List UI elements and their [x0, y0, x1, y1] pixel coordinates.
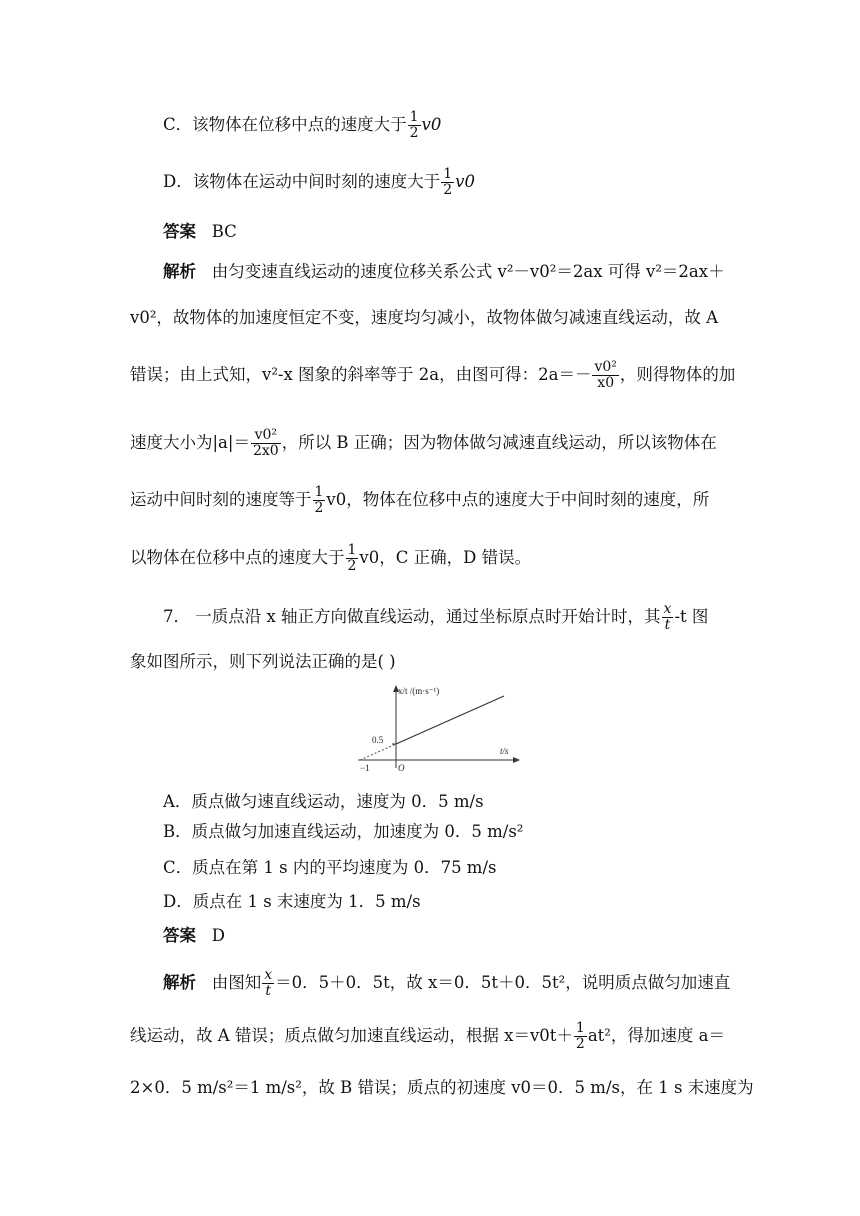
q7-option-b: B．质点做匀加速直线运动，加速度为 0．5 m/s² — [163, 822, 524, 841]
xt-t-graph — [350, 680, 530, 775]
fraction-half: $\frac{1}{2}$ — [443, 166, 453, 198]
q6-analysis-line-5: 运动中间时刻的速度等于 $\frac{1}{2}$ v0，物体在位移中点的速度大于中间时刻的速度，所 — [130, 484, 710, 516]
q6-option-d: D．该物体在运动中间时刻的速度大于 $\frac{1}{2}$ v0 — [163, 166, 475, 198]
q6-answer: 答案 BC — [163, 222, 237, 241]
q7-option-d: D．质点在 1 s 末速度为 1．5 m/s — [163, 892, 421, 911]
graph-line — [396, 696, 504, 744]
fraction-v0sq-over-x0: $\frac{\text{v0²}}{x0}$ — [594, 359, 617, 391]
q7-option-c: C．质点在第 1 s 内的平均速度为 0．75 m/s — [163, 858, 497, 877]
q7-analysis-line-3: 2×0．5 m/s²＝1 m/s²，故 B 错误；质点的初速度 v0＝0．5 m/s，在 1 s 末速度为 — [130, 1078, 754, 1097]
q7-analysis-line-2: 线运动，故 A 错误；质点做匀加速直线运动，根据 x＝v0t＋ $\frac{1}{2}$ at²，得加速度 a＝ — [130, 1020, 725, 1052]
q6-analysis-line-2: v0²，故物体的加速度恒定不变，速度均匀减小，故物体做匀减速直线运动，故 A — [130, 308, 719, 327]
x-axis-arrow — [513, 757, 520, 763]
fraction-v0sq-over-2x0: $\frac{\text{v0²}}{2x0}$ — [252, 427, 279, 459]
q7-stem-line-1: 7． 一质点沿 x 轴正方向做直线运动，通过坐标原点时开始计时，其 $\frac{x}{t}$ -t 图 — [163, 601, 709, 633]
q7-answer: 答案 D — [163, 926, 225, 945]
fraction-x-over-t: $\frac{x}{t}$ — [663, 601, 672, 633]
q6-analysis-line-6: 以物体在位移中点的速度大于 $\frac{1}{2}$ v0，C 正确，D 错误。 — [130, 542, 532, 574]
q6-analysis-line-1: 解析 由匀变速直线运动的速度位移关系公式 v²－v0²＝2ax 可得 v²＝2ax＋ — [163, 262, 725, 281]
x-neg-tick-label: −1 — [360, 763, 370, 773]
graph-line-dashed — [360, 744, 396, 760]
fraction-x-over-t: $\frac{x}{t}$ — [264, 967, 273, 999]
fraction-half: $\frac{1}{2}$ — [409, 109, 419, 141]
origin-label: O — [398, 763, 405, 773]
y-axis-label: x/t /(m·s⁻¹) — [398, 686, 440, 696]
x-axis-label: t/s — [500, 746, 509, 756]
q7-option-a: A．质点做匀速直线运动，速度为 0．5 m/s — [163, 792, 484, 811]
y-intercept-label: 0.5 — [372, 735, 384, 745]
fraction-half: $\frac{1}{2}$ — [575, 1020, 585, 1052]
q6-option-c: C．该物体在位移中点的速度大于 $\frac{1}{2}$ v0 — [163, 109, 442, 141]
fraction-half: $\frac{1}{2}$ — [314, 484, 324, 516]
q7-stem-line-2: 象如图所示，则下列说法正确的是( ) — [130, 652, 396, 671]
q6-analysis-line-4: 速度大小为|a|＝ $\frac{\text{v0²}}{2x0}$ ，所以 B 正确；因为物体做匀减速直线运动，所以该物体在 — [130, 427, 717, 459]
q7-analysis-line-1: 解析 由图知 $\frac{x}{t}$ ＝0．5＋0．5t，故 x＝0．5t＋0．5t²，说明质点做匀加速直 — [163, 967, 731, 999]
q6-analysis-line-3: 错误；由上式知，v²-x 图象的斜率等于 2a，由图可得：2a＝－ $\frac{\text{v0²}}{x0}$ ，则得物体的加 — [130, 359, 736, 391]
fraction-half: $\frac{1}{2}$ — [347, 542, 357, 574]
